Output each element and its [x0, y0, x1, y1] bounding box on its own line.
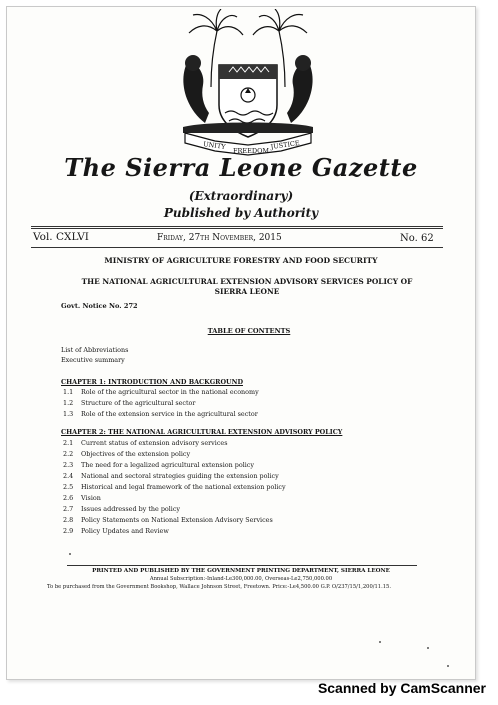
gazette-title: The Sierra Leone Gazette [64, 153, 418, 182]
coat-of-arms-icon [175, 9, 321, 159]
toc-item [63, 527, 169, 535]
toc-item [63, 399, 195, 407]
toc-item-text: The need for a legalized agricultural extension policy [81, 461, 254, 469]
toc-item-number: 1.2 [63, 399, 74, 407]
footer-rule-top [67, 565, 417, 566]
toc-front-item: Executive summary [61, 356, 125, 364]
toc-item [63, 439, 227, 447]
toc-item-text: National and sectoral strategies guiding the extension policy [81, 472, 279, 480]
toc-item-text: Objectives of the extension policy [81, 450, 191, 458]
toc-front-item: List of Abbreviations [61, 346, 129, 354]
motto-freedom: FREEDOM [233, 147, 270, 155]
extraordinary-label: (Extraordinary) [188, 189, 294, 203]
issue-date: Friday, 27th November, 2015 [157, 233, 282, 243]
chapter-2-heading: CHAPTER 2: THE NATIONAL AGRICULTURAL EXTENSION ADVISORY POLICY [61, 428, 343, 436]
ministry-heading: MINISTRY OF AGRICULTURE FORESTRY AND FOOD SECURITY [104, 256, 378, 265]
toc-item-number: 2.9 [63, 527, 74, 535]
toc-item-number: 2.1 [63, 439, 74, 447]
camscanner-watermark: Scanned by CamScanner [317, 680, 486, 696]
scan-speck [447, 665, 449, 667]
motto-justice: JUSTICE [270, 138, 301, 151]
toc-item [63, 516, 273, 524]
motto-unity: UNITY [202, 140, 226, 152]
toc-item-text: Current status of extension advisory services [81, 439, 228, 447]
toc-item-text: Policy Updates and Review [81, 527, 169, 535]
header-rule-top-2 [31, 228, 443, 229]
toc-item-text: Structure of the agricultural sector [81, 399, 196, 407]
toc-item-text: Role of the extension service in the agricultural sector [81, 410, 258, 418]
toc-title: TABLE OF CONTENTS [207, 327, 291, 335]
header-rule-top [31, 226, 443, 227]
policy-title [77, 277, 417, 297]
issue-number: No. 62 [400, 233, 434, 244]
toc-item [63, 450, 190, 458]
toc-item [63, 461, 254, 469]
toc-item [63, 483, 286, 491]
chapter-1-heading: CHAPTER 1: INTRODUCTION AND BACKGROUND [61, 378, 243, 386]
govt-notice-number: Govt. Notice No. 272 [61, 302, 138, 310]
toc-item [63, 410, 258, 418]
toc-item-text: Vision [81, 494, 101, 502]
toc-item-number: 1.3 [63, 410, 74, 418]
toc-item-text: Role of the agricultural sector in the national economy [81, 388, 259, 396]
toc-item-text: Issues addressed by the policy [81, 505, 181, 513]
scan-speck [427, 647, 429, 649]
toc-item-number: 2.2 [63, 450, 74, 458]
policy-title-line-2: SIERRA LEONE [214, 287, 280, 296]
toc-item [63, 472, 279, 480]
toc-item-number: 2.6 [63, 494, 74, 502]
printed-by-line: PRINTED AND PUBLISHED BY THE GOVERNMENT PRINTING DEPARTMENT, SIERRA LEONE [92, 568, 390, 574]
toc-item-text: Policy Statements on National Extension Advisory Services [81, 516, 273, 524]
volume-number: Vol. CXLVI [33, 231, 89, 243]
toc-item-text: Historical and legal framework of the national extension policy [81, 483, 286, 491]
subscription-line: Annual Subscription:-Inland-Le300,000.00, Overseas-Le2,750,000.00 [149, 576, 333, 582]
toc-item-number: 2.4 [63, 472, 74, 480]
toc-item [63, 505, 180, 513]
toc-item-number: 2.5 [63, 483, 74, 491]
purchase-line: To be purchased from the Government Bookshop, Wallace Johnson Street, Freetown. Price:-Le4,500.00 G.P. O/237/15/1,200/11.15. [47, 584, 392, 590]
gazette-page [6, 6, 476, 680]
policy-title-line-1: THE NATIONAL AGRICULTURAL EXTENSION ADVISORY SERVICES POLICY OF [81, 277, 413, 286]
toc-item [63, 388, 259, 396]
toc-item-number: 2.3 [63, 461, 74, 469]
toc-item [63, 494, 101, 502]
scan-speck [69, 553, 71, 555]
header-rule-bottom [31, 247, 443, 248]
authority-label: Published by Authority [163, 206, 319, 220]
toc-item-number: 2.8 [63, 516, 74, 524]
toc-item-number: 1.1 [63, 388, 74, 396]
toc-item-number: 2.7 [63, 505, 74, 513]
scan-speck [379, 641, 381, 643]
